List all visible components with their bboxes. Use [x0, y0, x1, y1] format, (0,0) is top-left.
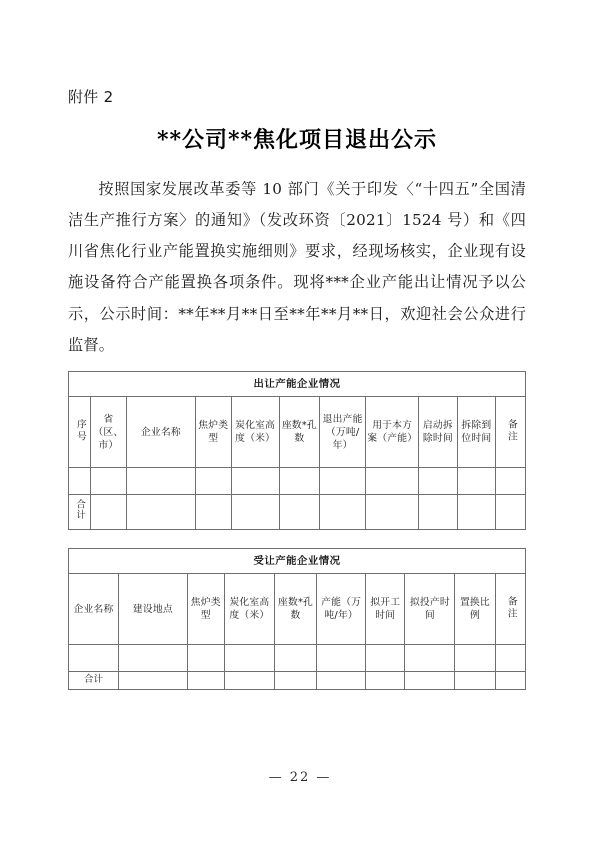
- col-header-serial-text: 序号: [74, 418, 86, 443]
- cell-company-name: [126, 468, 195, 495]
- col-header-batteries-ovens: 座数*孔数: [279, 397, 319, 468]
- cell-oven-type: [187, 645, 224, 672]
- table-header-row: [69, 397, 526, 468]
- total-label-cell: [69, 495, 91, 530]
- total-cell-planned-production: [405, 672, 455, 690]
- total-label-text: 合计: [74, 499, 86, 521]
- table-header-row: [69, 574, 526, 645]
- col-header-planned-start: 拟开工时间: [366, 574, 405, 645]
- cell-replacement-ratio: [455, 645, 495, 672]
- table-transfer-out: [68, 371, 526, 530]
- cell-demolition-start: [419, 468, 457, 495]
- table-caption-row: [69, 549, 526, 574]
- table-total-row: [69, 672, 526, 690]
- total-cell-remarks: [496, 495, 526, 530]
- cell-used-for-plan: [366, 468, 419, 495]
- page-title: **公司**焦化项目退出公示: [156, 126, 438, 153]
- cell-capacity: [317, 645, 366, 672]
- col-header-replacement-ratio: 置换比例: [455, 574, 495, 645]
- cell-remarks: [496, 468, 526, 495]
- cell-batteries-ovens: [279, 468, 319, 495]
- total-cell-company-name: [126, 495, 195, 530]
- col-header-chamber-height: 炭化室高度（米）: [224, 574, 274, 645]
- col-header-oven-type: 焦炉类型: [195, 397, 231, 468]
- cell-oven-type: [195, 468, 231, 495]
- total-cell-planned-start: [366, 672, 405, 690]
- table-caption-transfer-out: 出让产能企业情况: [69, 372, 526, 397]
- total-label-cell: 合计: [69, 672, 119, 690]
- total-cell-remarks: [495, 672, 525, 690]
- total-cell-demolition-start: [419, 495, 457, 530]
- col-header-demolition-done: 拆除到位时间: [457, 397, 495, 468]
- col-header-serial: [69, 397, 91, 468]
- col-header-planned-production: 拟投产时间: [405, 574, 455, 645]
- total-cell-construction-site: [119, 672, 188, 690]
- col-header-chamber-height: 炭化室高度（米）: [231, 397, 279, 468]
- total-cell-capacity: [317, 672, 366, 690]
- cell-planned-production: [405, 645, 455, 672]
- cell-chamber-height: [231, 468, 279, 495]
- col-header-oven-type: 焦炉类型: [187, 574, 224, 645]
- total-cell-demolition-done: [457, 495, 495, 530]
- col-header-company-name: 企业名称: [69, 574, 119, 645]
- total-cell-province: [91, 495, 127, 530]
- total-cell-used-for-plan: [366, 495, 419, 530]
- page-number: — 22 —: [268, 770, 332, 785]
- total-cell-replacement-ratio: [455, 672, 495, 690]
- col-header-used-for-plan: 用于本方案（产能）: [366, 397, 419, 468]
- total-cell-oven-type: [195, 495, 231, 530]
- cell-serial: [69, 468, 91, 495]
- col-header-batteries-ovens: 座数*孔数: [274, 574, 316, 645]
- table-spacer: [68, 530, 526, 540]
- col-header-remarks: [496, 397, 526, 468]
- cell-planned-start: [366, 645, 405, 672]
- table-row: [69, 645, 526, 672]
- cell-chamber-height: [224, 645, 274, 672]
- total-cell-oven-type: [187, 672, 224, 690]
- table-total-row: [69, 495, 526, 530]
- cell-exit-capacity: [320, 468, 366, 495]
- table-caption-transfer-in: 受让产能企业情况: [69, 549, 526, 574]
- total-cell-chamber-height: [224, 672, 274, 690]
- body-paragraph: 按照国家发展改革委等 10 部门《关于印发〈“十四五”全国清洁生产推行方案〉的通知》（发改环资〔2021〕1524 号）和《四川省焦化行业产能置换实施细则》要求，经现场核实，企业现有设施设备符合产能置换各项条件。现将***企业产能出让情况予以公示，公示时间：**年**月**日至**年**月**日，欢迎社会公众进行监督。: [68, 179, 526, 355]
- col-header-capacity: 产能（万吨/年）: [317, 574, 366, 645]
- col-header-remarks-text: 备注: [505, 418, 517, 443]
- cell-construction-site: [119, 645, 188, 672]
- col-header-company-name: 企业名称: [126, 397, 195, 468]
- col-header-demolition-start: 启动拆除时间: [419, 397, 457, 468]
- cell-company-name: [69, 645, 119, 672]
- cell-demolition-done: [457, 468, 495, 495]
- total-cell-batteries-ovens: [274, 672, 316, 690]
- table-transfer-in: [68, 548, 526, 690]
- total-cell-chamber-height: [231, 495, 279, 530]
- col-header-exit-capacity: 退出产能（万吨/年）: [320, 397, 366, 468]
- table-caption-row: [69, 372, 526, 397]
- cell-remarks: [495, 645, 525, 672]
- total-cell-batteries-ovens: [279, 495, 319, 530]
- col-header-construction-site: 建设地点: [119, 574, 188, 645]
- col-header-province: 省（区、市）: [91, 397, 127, 468]
- col-header-remarks: [495, 574, 525, 645]
- cell-province: [91, 468, 127, 495]
- total-cell-exit-capacity: [320, 495, 366, 530]
- cell-batteries-ovens: [274, 645, 316, 672]
- attachment-label: 附件 2: [68, 88, 114, 106]
- document-content: [68, 86, 526, 690]
- col-header-remarks-text: 备注: [505, 595, 517, 620]
- table-row: [69, 468, 526, 495]
